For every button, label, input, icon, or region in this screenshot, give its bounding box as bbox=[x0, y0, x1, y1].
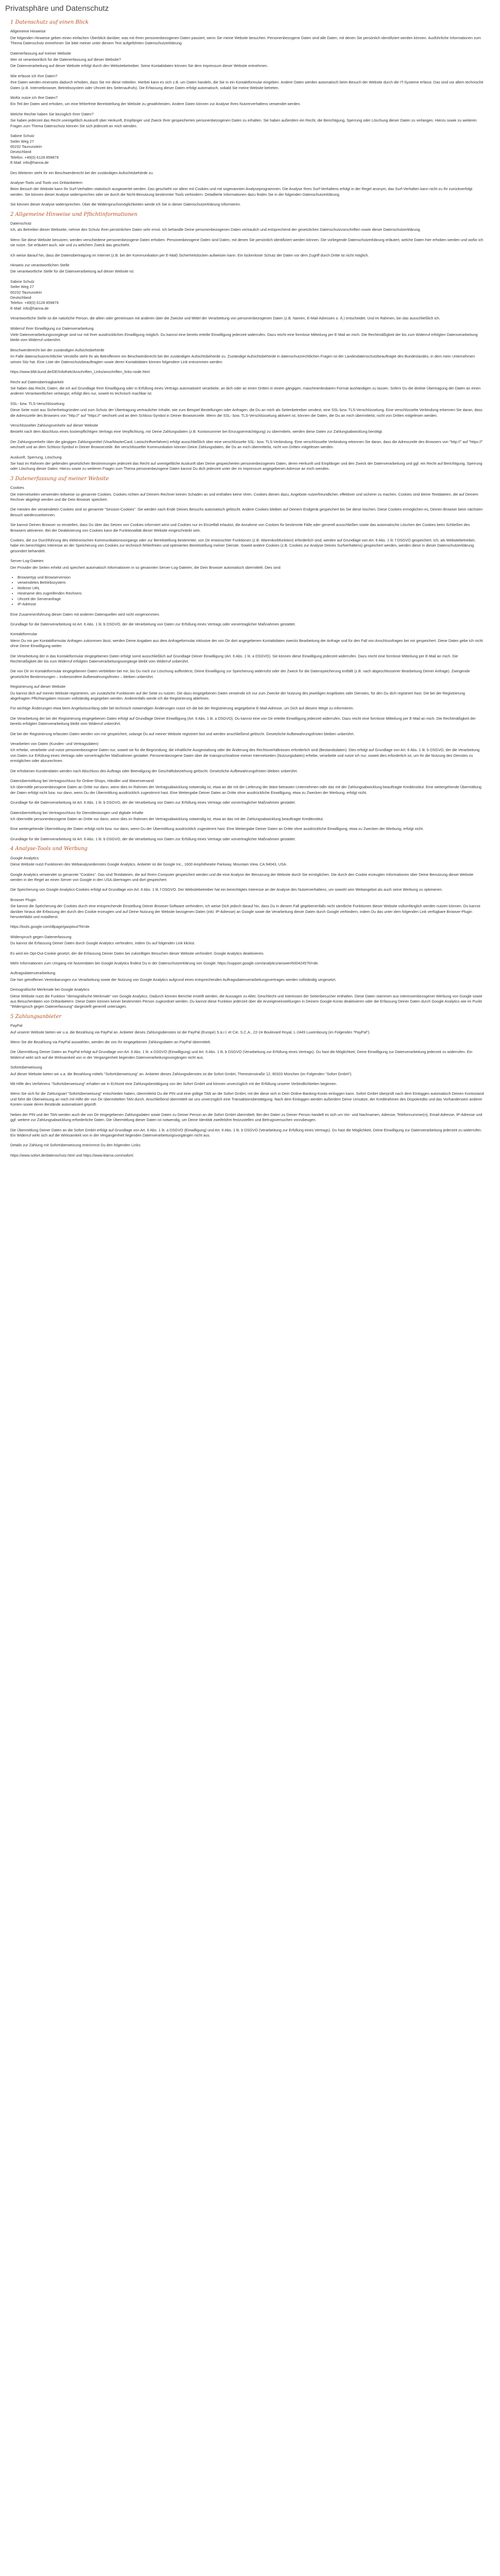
subheading: Google Analytics bbox=[10, 855, 39, 860]
paragraph: Du kannst dich auf meiner Website registrieren, um zusätzliche Funktionen auf der Seite zu nutzen. Die dazu eingegebenen Daten verwende ich nur zum Zwecke der Nutzung des jeweiligen Angebotes oder Dienstes, für den Du dich registriert hast. Die bei der Registrierung abgefragten Pflichtangaben müssen vollständig angegeben werden. Anderenfalls werde ich die Registrierung ablehnen. bbox=[10, 690, 465, 701]
subheading: Verschlüsselter Zahlungsverkehr auf dieser Website bbox=[10, 422, 98, 428]
list-item: • Browsertyp und Browserversion bbox=[18, 575, 485, 580]
paragraph: Die Internetseiten verwenden teilweise so genannte Cookies. Cookies richten auf Deinem Rechner keinen Schaden an und enthalten keine Viren. Cookies dienen dazu, Angebote nutzerfreundlicher, effektiver und sicherer zu machen. Cookies sind kleine Textdateien, die auf Deinem Rechner abgelegt werden und die Dein Browser speichert. bbox=[10, 492, 478, 502]
paragraph: https://tools.google.com/dlpage/gaoptout?hl=de. bbox=[10, 924, 91, 929]
subheading: Beschwerderecht bei der zuständigen Aufsichtsbehörde bbox=[10, 347, 105, 352]
bullet-list bbox=[10, 575, 485, 607]
subheading: Wer ist verantwortlich für die Datenerfassung auf dieser Website? bbox=[10, 57, 121, 62]
paragraph: Die Verarbeitung der bei der Registrierung eingegebenen Daten erfolgt auf Grundlage Deiner Einwilligung (Art. 6 Abs. 1 lit. a DSGVO). Du kannst eine von Dir erteilte Einwilligung jederzeit widerrufen. Dazu reicht eine formlose Mitteilung per E-Mail an mich. Die Rechtmäßigkeit der bereits erfolgten Datenverarbeitung bleibt vom Widerruf unberührt. bbox=[10, 716, 476, 726]
paragraph: Ich weise darauf hin, dass die Datenübertragung im Internet (z.B. bei der Kommunikation per E-Mail) Sicherheitslücken aufweisen kann. Ein lückenloser Schutz der Daten vor dem Zugriff durch Dritte ist nicht möglich. bbox=[10, 252, 369, 258]
paragraph: Google Analytics verwendet so genannte "Cookies". Das sind Textdateien, die auf Ihrem Computer gespeichert werden und die eine Analyse der Benutzung der Website durch Sie ermöglichen. Die durch den Cookie erzeugten Informationen über Deine Benutzung dieser Website werden in der Regel an einen Server von Google in den USA übertragen und dort gespeichert. bbox=[10, 872, 474, 882]
subheading: Verarbeiten von Daten (Kunden- und Vertragsdaten) bbox=[10, 741, 98, 746]
paragraph: Die folgenden Hinweise geben einen einfachen Überblick darüber, was mit Ihren personenbezogenen Daten passiert, wenn Sie meine Website besuchen. Personenbezogene Daten sind alle Daten, mit denen Sie persönlich identifiziert werden können. Ausführliche Informationen zum Thema Datenschutz entnehmen Sie bitte meiner unter diesem Text aufgeführten Datenschutzerklärung. bbox=[10, 35, 481, 46]
paragraph: Neben der PIN und der TAN werden auch die von Dir eingegebenen Zahlungsdaten sowie Daten zu Deiner Person an die Sofort GmbH übermittelt. Bei den Daten zu Deiner Person handelt es sich um Vor- und Nachnamen, Adresse, Telefonnummer(n), Email-Adresse, IP-Adresse und ggf. weitere zur Zahlungsabwicklung erforderliche Daten. Die Übermittlung dieser Daten ist notwendig, um Deine Identität zweifelsfrei festzustellen und Betrugsversuchen vorzubeugen. bbox=[10, 1112, 482, 1123]
page bbox=[0, 0, 500, 1173]
list-item: • IP-Adresse bbox=[18, 602, 485, 607]
section-heading: 1 Datenschutz auf einen Blick bbox=[10, 20, 89, 25]
paragraph: Die Übermittlung Deiner Daten an die Sofort GmbH erfolgt auf Grundlage von Art. 6 Abs. 1 lit. a DSGVO (Einwilligung) und Art. 6 Abs. 1 lit. b DSGVO (Verarbeitung zur Erfüllung eines Vertrags). Du hast die Möglichkeit, Deine Einwilligung zur Datenverarbeitung jederzeit zu widerrufen. Ein Widerruf wirkt sich auf die Wirksamkeit von in der Vergangenheit liegenden Datenverarbeitungsvorgängen nicht aus. bbox=[10, 1127, 482, 1138]
subheading: Datenübermittlung bei Vertragsschluss für Online-Shops, Händler und Warenversand bbox=[10, 778, 154, 784]
paragraph: Besteht nach dem Abschluss eines kostenpflichtigen Vertrags eine Verpflichtung, mir Deine Zahlungsdaten (z.B. Kontonummer bei Einzugsermächtigung) zu übermitteln, werden diese Daten zur Zahlungsabwicklung benötigt. bbox=[10, 429, 383, 434]
subheading: Hinweis zur verantwortlichen Stelle bbox=[10, 263, 70, 267]
address-line: Seiler Weg 27 bbox=[10, 139, 34, 144]
paragraph: Grundlage für die Datenverarbeitung ist Art. 6 Abs. 1 lit. b DSGVO, der die Verarbeitung von Daten zur Erfüllung eines Vertrags oder vorvertraglicher Maßnahmen gestattet. bbox=[10, 621, 296, 626]
paragraph: Sie kannst Deinen Browser so einstellen, dass Du über das Setzen von Cookies informiert wirst und Cookies nur im Einzelfall erlaubst, die Annahme von Cookies für bestimmte Fälle oder generell ausschließen sowie das automatische Löschen der Cookies beim Schließen des Browsers aktivieren. Bei der Deaktivierung von Cookies kann die Funktionalität dieser Website eingeschränkt sein. bbox=[10, 522, 470, 533]
address-line: Sabine Schulz bbox=[10, 279, 35, 284]
paragraph: Grundlage für die Datenverarbeitung ist Art. 6 Abs. 1 lit. b DSGVO, der die Verarbeitung von Daten zur Erfüllung eines Vertrags oder vorvertraglicher Maßnahmen gestattet. bbox=[10, 800, 296, 805]
paragraph: Sie haben das Recht, Daten, die ich auf Grundlage Ihrer Einwilligung oder in Erfüllung eines Vertrags automatisiert verarbeite, an dich oder an einen Dritten in einem gängigen, maschinenlesbaren Format aushändigen zu lassen. Sofern Du die direkte Übertragung der Daten an einen anderen Verantwortlichen verlangst, erfolgt dies nur, soweit es technisch machbar ist. bbox=[10, 385, 481, 396]
subheading: Analyse-Tools und Tools von Drittanbietern bbox=[10, 180, 82, 185]
address-line: Seiler Weg 27 bbox=[10, 284, 34, 290]
address-line: Deutschland bbox=[10, 149, 31, 155]
address-line: E-Mail: info@hanna.de bbox=[10, 160, 49, 165]
subheading: Sofortüberweisung bbox=[10, 1065, 42, 1070]
subheading: Welche Rechte haben Sie bezüglich Ihrer Daten? bbox=[10, 111, 94, 116]
paragraph: Die bei der Registrierung erfassten Daten werden von mir gespeichert, solange Du auf meiner Website registriert bist und werden anschließend gelöscht. Gesetzliche Aufbewahrungsfristen bleiben unberührt. bbox=[10, 731, 355, 736]
paragraph: Viele Datenverarbeitungsvorgänge sind nur mit Ihrer ausdrücklichen Einwilligung möglich. Du kannst eine bereits erteilte Einwilligung jederzeit widerrufen. Dazu reicht eine formlose Mitteilung per E-Mail an mich. Die Rechtmäßigkeit der bis zum Widerruf erfolgten Datenverarbeitung bleibt vom Widerruf unberührt. bbox=[10, 332, 478, 343]
paragraph: Für wichtige Änderungen etwa beim Angebotsumfang oder bei technisch notwendigen Änderungen nutze ich die bei der Registrierung angegebene E-Mail-Adresse, um Dich auf diesem Wege zu informieren. bbox=[10, 706, 354, 711]
paragraph: Ein Teil der Daten wird erhoben, um eine fehlerfreie Bereitstellung der Website zu gewährleisten. Andere Daten können zur Analyse Ihres Nutzerverhaltens verwendet werden. bbox=[10, 101, 301, 107]
section-heading: 5 Zahlungsanbieter bbox=[10, 1013, 62, 1020]
address-block bbox=[10, 279, 485, 311]
address-line: 65232 Taunusstein bbox=[10, 290, 42, 295]
paragraph: Des Weiteren steht Ihr ein Beschwerderecht bei der zuständigen Aufsichtsbehörde zu. bbox=[10, 170, 154, 175]
paragraph: Ich übermittle personenbezogene Daten an Dritte nur dann, wenn dies im Rahmen der Vertragsabwicklung notwendig ist, etwa an das mit der Zahlungsabwicklung beauftragte Kreditinstitut. bbox=[10, 817, 324, 822]
paragraph: Verantwortliche Stelle ist die natürliche Person, die allein oder gemeinsam mit anderen über die Zwecke und Mittel der Verarbeitung von personenbezogenen Daten (z.B. Namen, E-Mail-Adressen o. Ä.) entscheidet. Und im Rahmen, bin das ausschließlich ich. bbox=[10, 316, 440, 321]
subheading: Widerruf Ihrer Einwilligung zur Datenverarbeitung bbox=[10, 326, 94, 331]
paragraph: Wenn Sie diese Website benutzen, werden verschiedene personenbezogene Daten erhoben. Personenbezogene Daten sind Daten, mit denen Sie persönlich identifiziert werden können. Die vorliegende Datenschutzerklärung erläutert, welche Daten hier erhoben werden und wofür ich sie nutze. Sie erläutert auch, wie und zu welchem Zweck das geschieht. bbox=[10, 237, 484, 248]
address-line: E-Mail: info@hanna.de bbox=[10, 306, 49, 311]
subheading: Auftragsdatenverarbeitung bbox=[10, 971, 56, 976]
paragraph: Die Übermittlung Deiner Daten an PayPal erfolgt auf Grundlage von Art. 6 Abs. 1 lit. a DSGVO (Einwilligung) und Art. 6 Abs. 1 lit. b DSGVO (Verarbeitung zur Erfüllung eines Vertrags). Du hast die Möglichkeit, Deine Einwilligung zur Datenverarbeitung jederzeit zu widerrufen. Ein Widerruf wirkt sich auf die Wirksamkeit von in der Vergangenheit liegenden Datenverarbeitungsvorgängen nicht aus. bbox=[10, 1049, 473, 1060]
paragraph: Die von Dir im Kontaktformular eingegebenen Daten verbleiben bei mir, bis Du mich zur Löschung aufforderst, Deine Einwilligung zur Speicherung widerrufst oder der Zweck für die Datenspeicherung entfällt (z.B. nach abgeschlossener Bearbeitung Deiner Anfrage). Zwingende gesetzliche Bestimmungen – insbesondere Aufbewahrungsfristen – bleiben unberührt. bbox=[10, 669, 470, 679]
paragraph: Sie kannst die Speicherung der Cookies durch eine entsprechende Einstellung Deiner Browser-Software verhindern; ich weise Dich jedoch darauf hin, dass Du in diesem Fall gegebenenfalls nicht sämtliche Funktionen dieser Website vollumfänglich werden nutzen können. Du kannst darüber hinaus die Erfassung der durch den Cookie erzeugten und auf Deine Nutzung der Website bezogenen Daten (inkl. IP-Adresse) an Google sowie die Verarbeitung dieser Daten durch Google verhindern, indem Du das unter dem folgenden Link verfügbare Browser-Plugin herunterlädst und installierst: bbox=[10, 904, 480, 919]
subheading: SSL- bzw. TLS-Verschlüsselung bbox=[10, 401, 65, 406]
paragraph: Ihre Daten werden einerseits dadurch erhoben, dass Sie mir diese mitteilen. Hierbei kann es sich z.B. um Daten handeln, die Sie in ein Kontaktformular eingeben. Andere Daten werden automatisch beim Besuch der Website durch die IT-Systeme erfasst. Das sind vor allem technische Daten (z.B. Internetbrowser, Betriebssystem oder Uhrzeit des Seitenaufrufs). Die Erfassung dieser Daten erfolgt automatisch, sobald Sie meine Website betreten. bbox=[10, 80, 484, 90]
subheading: Widerspruch gegen Datenerfassung bbox=[10, 934, 72, 939]
address-line: 65232 Taunusstein bbox=[10, 144, 42, 149]
paragraph: Die Datenverarbeitung auf dieser Website erfolgt durch den Websitebetreiber. Seine Kontaktdaten können Sie dem Impressum dieser Website entnehmen. bbox=[10, 63, 269, 69]
subheading: Demografische Merkmale bei Google Analytics bbox=[10, 987, 90, 992]
section bbox=[10, 477, 485, 842]
subheading: Wofür nutze ich Ihre Daten? bbox=[10, 95, 58, 100]
paragraph: Diese Website nutzt Funktionen des Webanalysedienstes Google Analytics. Anbieter ist die Google Inc., 1600 Amphitheatre Parkway, Mountain View, CA 94043, USA. bbox=[10, 862, 287, 867]
section-heading: 3 Datenerfassung auf meiner Website bbox=[10, 476, 109, 482]
paragraph: Beim Besuch der Website kann Ihr Surf-Verhalten statistisch ausgewertet werden. Das geschieht vor allem mit Cookies und mit sogenannten Analyseprogrammen. Die Analyse Ihres Surf-Verhaltens erfolgt in der Regel anonym; das Surf-Verhalten kann nicht zu Ihr zurückverfolgt werden. Sie können dieser Analyse widersprechen oder sie durch die Nicht-Benutzung bestimmter Tools verhindern. Detaillierte Informationen dazu finden Sie in der folgenden Datenschutzerklärung. bbox=[10, 187, 473, 197]
paragraph: Wenn Du mir per Kontaktformular Anfragen zukommen lässt, werden Deine Angaben aus dem Anfrageformular inklusive der von Dir dort angegebenen Kontaktdaten zwecks Bearbeitung der Anfrage und für den Fall von Anschlussfragen bei mir gespeichert. Diese Daten gebe ich nicht ohne Deine Einwilligung weiter. bbox=[10, 638, 483, 649]
paragraph: Wenn Sie die Bezahlung via PayPal auswählen, werden die von Ihr eingegebenen Zahlungsdaten an PayPal übermittelt. bbox=[10, 1040, 211, 1045]
subheading: Server-Log-Dateien bbox=[10, 558, 44, 564]
section-heading: 4 Analyse-Tools und Werbung bbox=[10, 846, 88, 852]
subheading: Allgemeine Hinweise bbox=[10, 29, 46, 34]
paragraph: Details zur Zahlung mit Sofortüberweisung entnimmst Du den folgenden Links: bbox=[10, 1143, 141, 1148]
paragraph: Es wird ein Opt-Out-Cookie gesetzt, der die Erfassung Deiner Daten bei zukünftigen Besuchen dieser Website verhindert: Google Analytics deaktivieren. bbox=[10, 951, 264, 956]
list-item: • Hostname des zugreifenden Rechners bbox=[18, 591, 485, 596]
paragraph: Auf unserer Website bieten wir u.a. die Bezahlung via PayPal an. Anbieter dieses Zahlungsdienstes ist die PayPal (Europe) S.à.r.l. et Cie, S.C.A., 22-24 Boulevard Royal, L-2449 Luxembourg (im Folgenden "PayPal"). bbox=[10, 1029, 371, 1035]
paragraph: Diese Seite nutzt aus Sicherheitsgründen und zum Schutz der Übertragung vertraulicher Inhalte, wie zum Beispiel Bestellungen oder Anfragen, die Du an mich als Seitenbetreiber sendest, eine SSL-bzw. TLS-Verschlüsselung. Eine verschlüsselte Verbindung erkennen Sie daran, dass die Adresszeile des Browsers von "http://" auf "https://" wechselt und an dem Schloss-Symbol in Deiner Browserzeile. Wenn die SSL- bzw. TLS-Verschlüsselung aktiviert ist, können die Daten, die Du an mich übermittelst, nicht von Dritten mitgelesen werden. bbox=[10, 408, 482, 418]
paragraph: Ich übermittle personenbezogene Daten an Dritte nur dann, wenn dies im Rahmen der Vertragsabwicklung notwendig ist, etwa an die mit der Lieferung der Ware betrauten Unternehmen oder das mit der Zahlungsabwicklung beauftragte Kreditinstitut. Eine weitergehende Übermittlung der Daten erfolgt nicht bzw. nur dann, wenn Du der Übermittlung ausdrücklich zugestimmt hast. Eine Weitergabe Deiner Daten an Dritte ohne ausdrückliche Einwilligung, etwa zu Zwecken der Werbung, erfolgt nicht. bbox=[10, 785, 481, 795]
paragraph: Ich, als Betreiber dieser Webseite, nehme den Schutz Ihrer persönlichen Daten sehr ernst. Ich behandle Deine personenbezogenen Daten vertraulich und entsprechend der gesetzlichen Datenschutzvorschriften sowie dieser Datenschutzerklärung. bbox=[10, 227, 421, 232]
paragraph: Sie haben jederzeit das Recht unentgeltlich Auskunft über Herkunft, Empfänger und Zweck Ihrer gespeicherten personenbezogenen Daten zu erhalten. Sie haben außerdem ein Recht, die Berichtigung, Sperrung oder Löschung dieser Daten zu verlangen. Hierzu sowie zu weiteren Fragen zum Thema Datenschutz können Sie sich jederzeit an mich wenden. bbox=[10, 118, 477, 128]
paragraph: Auf dieser Website bieten wir u.a. die Bezahlung mittels "Sofortüberweisung" an. Anbieter dieses Zahlungsdienstes ist die Sofort GmbH, Theresienstraße 12, 80333 München (im Folgenden "Sofort GmbH"). bbox=[10, 1071, 353, 1076]
paragraph: Wenn Sie sich für die Zahlungsart "Sofortüberweisung" entschieden haben, übermittelst Du die PIN und eine gültige TAN an die Sofort GmbH, mit der diese sich in Dein Online-Banking-Konto einloggen kann. Sofort GmbH überprüft nach dem Einloggen automatisch Deinen Kontostand und führt die Überweisung an mich mit Hilfe der von Dir übermittelten TAN durch. Anschließend übermittelt sie uns unverzüglich eine Transaktionsbestätigung. Nach dem Einloggen werden außerdem Deine Umsätze, der Kreditrahmen des Dispokredits und das Vorhandensein anderer Konten sowie deren Bestände automatisiert geprüft. bbox=[10, 1091, 484, 1107]
subheading: Recht auf Datenübertragbarkeit bbox=[10, 379, 64, 384]
subheading: PayPal bbox=[10, 1023, 23, 1028]
list-item: • Uhrzeit der Serveranfrage bbox=[18, 597, 485, 602]
list-item: • Referrer URL bbox=[18, 586, 485, 591]
paragraph: Eine weitergehende Übermittlung der Daten erfolgt nicht bzw. nur dann, wenn Du der Übermittlung ausdrücklich zugestimmt hast. Eine Weitergabe Deiner Daten an Dritte ohne ausdrückliche Einwilligung, etwa zu Zwecken der Werbung, erfolgt nicht. bbox=[10, 826, 424, 832]
paragraph: Die verantwortliche Stelle für die Datenverarbeitung auf dieser Website ist: bbox=[10, 269, 135, 274]
list-item: • verwendetes Betriebssystem bbox=[18, 580, 485, 585]
subheading: Kontaktformular bbox=[10, 632, 38, 637]
subheading: Datenschutz bbox=[10, 221, 32, 226]
paragraph: https://www.bfdi.bund.de/DE/Infothek/Anschriften_Links/anschriften_links-node.html. bbox=[10, 369, 151, 375]
address-line: Telefon: +49(0) 6128 859879 bbox=[10, 155, 59, 160]
section bbox=[10, 846, 485, 1010]
paragraph: https://www.sofort.de/datenschutz.html und https://www.klarna.com/sofort/. bbox=[10, 1153, 135, 1158]
paragraph: Ich erhebe, verarbeite und nutze personenbezogene Daten nur, soweit sie für die Begründung, die inhaltliche Ausgestaltung oder die Änderung des Rechtsverhältnisses erforderlich sind (Bestandsdaten). Dies erfolgt auf Grundlage von Art. 6 Abs. 1 lit. b DSGVO, der die Verarbeitung von Daten zur Erfüllung eines Vertrags oder vorvertraglicher Maßnahmen gestattet. Personenbezogene Daten über die Inanspruchnahme meiner Internetseiten (Nutzungsdaten) erhebe, verarbeite und nutze ich nur, soweit dies erforderlich ist, um Ihr die Nutzung des Dienstes zu ermöglichen oder abzurechnen. bbox=[10, 748, 480, 764]
paragraph: Grundlage für die Datenverarbeitung ist Art. 6 Abs. 1 lit. b DSGVO, der die Verarbeitung von Daten zur Erfüllung eines Vertrags oder vorvertraglicher Maßnahmen gestattet. bbox=[10, 836, 296, 841]
paragraph: Im Falle datenschutzrechtlicher Verstöße steht Ihr als Betroffenem ein Beschwerderecht bei der zuständigen Aufsichtsbehörde zu. Zuständige Aufsichtsbehörde in datenschutzrechtlichen Fragen ist der Landesdatenschutzbeauftragte des Bundeslandes, in dem mein Unternehmen seinen Sitz hat. Eine Liste der Datenschutzbeauftragten sowie deren Kontaktdaten können folgendem Link entnommen werden: bbox=[10, 354, 475, 364]
paragraph: Du kannst die Erfassung Deiner Daten durch Google Analytics verhindern, indem Du auf folgenden Link klickst. bbox=[10, 941, 195, 946]
paragraph: Mehr Informationen zum Umgang mit Nutzerdaten bei Google Analytics findest Du in der Datenschutzerklärung von Google: https://support.google.com/analytics/answer/6004245?hl=de. bbox=[10, 960, 319, 965]
paragraph: Sie können dieser Analyse widersprechen. Über die Widerspruchsmöglichkeiten werde ich Sie in dieser Datenschutzerklärung informieren. bbox=[10, 202, 241, 207]
paragraph: Die Verarbeitung der in das Kontaktformular eingegebenen Daten erfolgt somit ausschließlich auf Grundlage Deiner Einwilligung (Art. 6 Abs. 1 lit. a DSGVO). Sie können diese Einwilligung jederzeit widerrufen. Dazu reicht eine formlose Mitteilung per E-Mail an mich. Die Rechtmäßigkeit der bis zum Widerruf erfolgten Datenverarbeitungsvorgänge bleibt vom Widerruf unberührt. bbox=[10, 653, 458, 664]
subheading: Datenübermittlung bei Vertragsschluss für Dienstleistungen und digitale Inhalte bbox=[10, 810, 144, 815]
paragraph: Die Speicherung von Google-Analytics-Cookies erfolgt auf Grundlage von Art. 6 Abs. 1 lit. f DSGVO. Der Websitebetreiber hat ein berechtigtes Interesse an der Analyse des Nutzerverhaltens, um sowohl sein Webangebot als auch seine Werbung zu optimieren. bbox=[10, 887, 443, 892]
paragraph: Sie hast im Rahmen der geltenden gesetzlichen Bestimmungen jederzeit das Recht auf unentgeltliche Auskunft über Deine gespeicherten personenbezogenen Daten, deren Herkunft und Empfänger und den Zweck der Datenverarbeitung und ggf. ein Recht auf Berichtigung, Sperrung oder Löschung dieser Daten. Hierzu sowie zu weiteren Fragen zum Thema personenbezogene Daten kannst Du dich jederzeit unter der im Impressum angegebenen Adresse an mich wenden. bbox=[10, 461, 482, 471]
subheading: Auskunft, Sperrung, Löschung bbox=[10, 454, 62, 460]
paragraph: Die erhobenen Kundendaten werden nach Abschluss des Auftrags oder Beendigung der Geschäftsbeziehung gelöscht. Gesetzliche Aufbewahrungsfristen bleiben unberührt. bbox=[10, 768, 298, 773]
paragraph: Cookies, die zur Durchführung des elektronischen Kommunikationsvorgangs oder zur Bereitstellung bestimmter, von Dir erwünschter Funktionen (z.B. Warenkorbfunktion) erforderlich sind, werden auf Grundlage von Art. 6 Abs. 1 lit. f DSGVO gespeichert. Ich, als Websitebetreiber, habe ein berechtigtes Interesse an der Speicherung von Cookies zur technisch fehlerfreien und optimierten Bereitstellung meiner Dienste. Soweit andere Cookies (z.B. Cookies zur Analyse Deines Surfverhaltens) gespeichert werden, werden diese in dieser Datenschutzerklärung gesondert behandelt. bbox=[10, 538, 476, 553]
paragraph: Die meisten der verwendeten Cookies sind so genannte "Session-Cookies". Sie werden nach Ende Deines Besuchs automatisch gelöscht. Andere Cookies bleiben auf Deinem Endgerät gespeichert bis Sie diese löschen. Diese Cookies ermöglichen es, Deinen Browser beim nächsten Besuch wiederzuerkennen. bbox=[10, 507, 483, 517]
paragraph: Die hier getroffenen Vereinbarungen zur Verarbeitung sowie der Nutzung von Google Analytics aufgrund eines entsprechenden Auftragsdatenverarbeitungsvertrages werden vollständig umgesetzt. bbox=[10, 977, 337, 982]
address-line: Sabine Schulz bbox=[10, 133, 35, 139]
paragraph: Eine Zusammenführung dieser Daten mit anderen Datenquellen wird nicht vorgenommen. bbox=[10, 612, 160, 617]
page-title: Privatsphäre und Datenschutz bbox=[5, 4, 109, 13]
subheading: Datenerfassung auf meiner Website bbox=[10, 50, 71, 56]
section-heading: 2 Allgemeine Hinweise und Pflichtinformationen bbox=[10, 211, 138, 217]
section bbox=[10, 20, 485, 208]
privacy-content bbox=[5, 20, 495, 1158]
subheading: Browser Plugin bbox=[10, 897, 36, 902]
address-line: Telefon: +49(0) 6128 859879 bbox=[10, 300, 59, 306]
address-line: Deutschland bbox=[10, 295, 31, 300]
paragraph: Mit Hilfe des Verfahrens "Sofortüberweisung" erhalten wir in Echtzeit eine Zahlungsbestätigung von der Sofort GmbH und können unverzüglich mit der Erfüllung unserer Verbindlichkeiten beginnen. bbox=[10, 1081, 337, 1087]
address-block bbox=[10, 133, 485, 165]
section bbox=[10, 1014, 485, 1158]
paragraph: Der Provider der Seiten erhebt und speichert automatisch Informationen in so genannten Server-Log-Dateien, die Dein Browser automatisch übermittelt. Dies sind: bbox=[10, 565, 281, 570]
subheading: Wie erfasse ich Ihre Daten? bbox=[10, 73, 58, 78]
section bbox=[10, 212, 485, 472]
paragraph: Diese Website nutzt die Funktion "demografische Merkmale" von Google Analytics. Dadurch können Berichte erstellt werden, die Aussagen zu Alter, Geschlecht und Interessen der Seitenbesucher enthalten. Diese Daten stammen aus interessenbezogener Werbung von Google sowie aus Besucherdaten von Drittanbietern. Diese Daten können keiner bestimmten Person zugeordnet werden. Du kannst diese Funktion jederzeit über die Anzeigeneinstellungen in Deinem Google-Konto deaktivieren oder die Erfassung Deiner Daten durch Google Analytics wie im Punkt "Widerspruch gegen Datenerfassung" dargestellt generell untersagen. bbox=[10, 993, 482, 1009]
paragraph: Der Zahlungsverkehr über die gängigen Zahlungsmittel (Visa/MasterCard, Lastschriftverfahren) erfolgt ausschließlich über eine verschlüsselte SSL- bzw. TLS-Verbindung. Eine verschlüsselte Verbindung erkennen Sie daran, dass die Adresszeile des Browsers von "http://" auf "https://" wechselt und an dem Schloss-Symbol in Deiner Browserzeile. Bei verschlüsselter Kommunikation können Deine Zahlungsdaten, die Du an mich übermittelst, nicht von Dritten mitgelesen werden. bbox=[10, 439, 483, 450]
subheading: Registrierung auf dieser Website bbox=[10, 684, 66, 689]
subheading: Cookies bbox=[10, 485, 24, 490]
